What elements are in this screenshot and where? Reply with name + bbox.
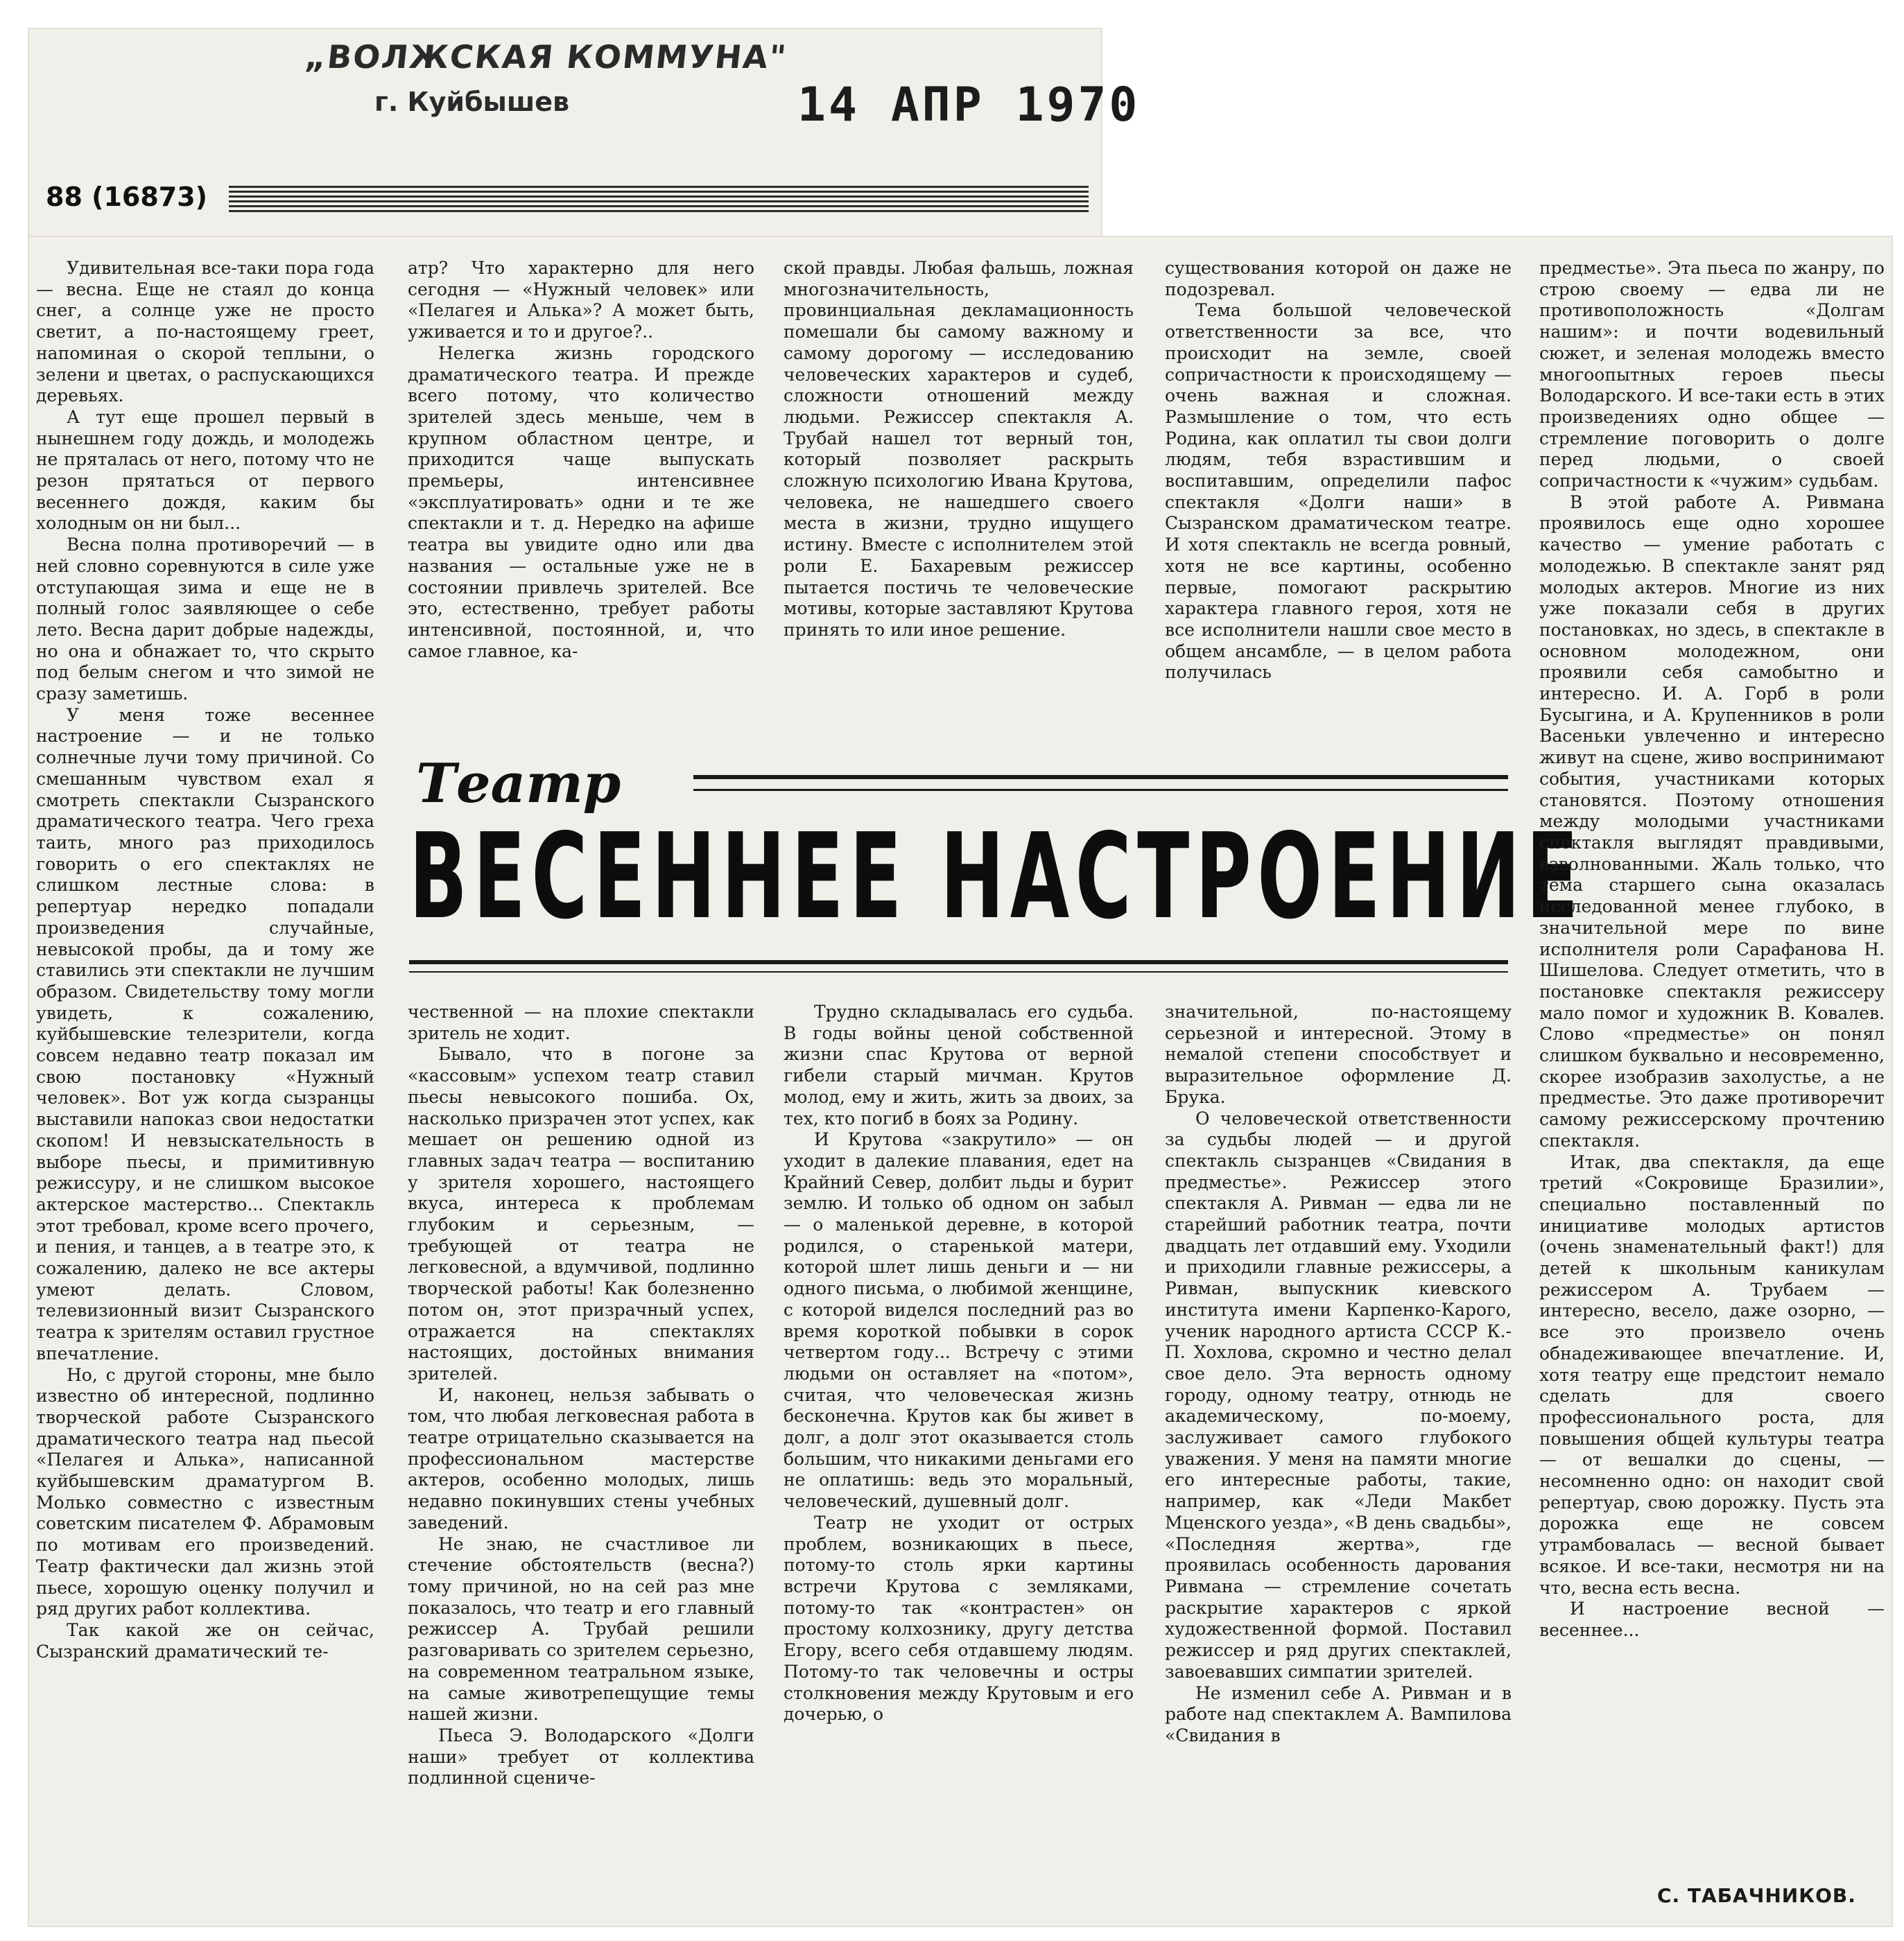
- article-paragraph: О человеческой ответственности за судьбы людей — и другой спектакль сызранцев «Свидания в предместье». Режиссер этого спектакля А. Ривман — едва ли не старейший работник театра, почти двадцать лет отдавший ему. Уходили и приходили главные режиссеры, а Ривман, выпускник киевского института имени Карпенко-Карого, ученик народного артиста СССР К.-П. Хохлова, скромно и честно делал свое дело. Эта верность одному городу, одному театру, отнюдь не академическому, по-моему, заслуживает самого глубокого уважения. У меня на памяти многие его интересные работы, такие, например, как «Леди Макбет Мценского уезда», «В день свадьбы», «Последняя жертва», где проявилась особенность дарования Ривмана — стремление сочетать раскрытие характеров с яркой художественной формой. Поставил режиссер и ряд других спектаклей, завоевавших симпатии зрителей.: [1165, 1108, 1512, 1682]
- article-paragraph: ской правды. Любая фальшь, ложная многозначительность, провинциальная декламационность помешали бы самому важному и самому дорогому — исследованию человеческих характеров и судеб, сложности отношений между людьми. Режиссер спектакля А. Трубай нашел тот верный тон, который позволяет раскрыть сложную психологию Ивана Крутова, человека, не нашедшего своего места в жизни, трудно ищущего истину. Вместе с исполнителем этой роли Е. Бахаревым режиссер пытается постичь те человеческие мотивы, которые заставляют Крутова принять то или иное решение.: [784, 258, 1134, 640]
- article-paragraph: предместье». Эта пьеса по жанру, по строю своему — едва ли не противоположность «Долгам нашим»: и почти водевильный сюжет, и зеленая молодежь вместо многоопытных героев пьесы Володарского. И все-таки есть в этих произведениях одно общее — стремление поговорить о долге перед людьми, о своей сопричастности к «чужим» судьбам.: [1539, 258, 1885, 491]
- article-paragraph: Тема большой человеческой ответственности за все, что происходит на земле, своей сопричастности к происходящему — очень важная и сложная. Размышление о том, что есть Родина, как оплатил ты свои долги людям, тебя взрастившим и воспитавшим, определили пафос спектакля «Долги наши» в Сызранском драматическом театре. И хотя спектакль не всегда ровный, хотя не все картины, особенно первые, помогают раскрытию характера главного героя, хотя не все исполнители нашли свое место в общем ансамбле, — в целом работа получилась: [1165, 300, 1512, 683]
- article-paragraph: Пьеса Э. Володарского «Долги наши» требует от коллектива подлинной сцениче-: [408, 1725, 754, 1788]
- article-column-3-top: [784, 258, 1134, 743]
- article-paragraph: Так какой же он сейчас, Сызранский драматический те-: [36, 1620, 374, 1662]
- hatched-rule: [229, 184, 1089, 212]
- article-paragraph: И, наконец, нельзя забывать о том, что любая легковесная работа в театре отрицательно сказывается на профессиональном мастерстве актеров, особенно молодых, лишь недавно покинувших стены учебных заведений.: [408, 1384, 754, 1533]
- article-column-1: [36, 258, 374, 1922]
- article-paragraph: Весна полна противоречий — в ней словно соревнуются в силе уже отступающая зима и еще не в полный голос заявляющее о себе лето. Весна дарит добрые надежды, но она и обнажает то, что скрыто под белым снегом и что зимой не сразу заметишь.: [36, 534, 374, 704]
- headline-rule: [409, 960, 1508, 973]
- article-paragraph: В этой работе А. Ривмана проявилось еще одно хорошее качество — умение работать с молодежью. В спектакле занят ряд молодых актеров. Многие из них уже показали себя в других постановках, но здесь, в спектакле в основном молодежном, они проявили себя самобытно и интересно. И. А. Горб в роли Бусыгина, и А. Крупенников в роли Васеньки увлеченно и интересно живут на сцене, живо воспринимают события, участниками которых становятся. Поэтому отношения между молодыми участниками спектакля выглядят правдивыми, взволнованными. Жаль только, что тема старшего сына оказалась исследованной менее глубоко, в значительной мере по вине исполнителя роли Сарафанова Н. Шишелова. Следует отметить, что в постановке спектакля режиссеру мало помог и художник В. Ковалев. Слово «предместье» он понял слишком буквально и несовременно, скорее изобразив захолустье, а не предместье. Это даже противоречит самому режиссерскому прочтению спектакля.: [1539, 491, 1885, 1151]
- article-paragraph: У меня тоже весеннее настроение — и не только солнечные лучи тому причиной. Со смешанным чувством ехал я смотреть спектакли Сызранского драматического театра. Чего греха таить, много раз приходилось говорить о его спектаклях не слишком лестные слова: в репертуар нередко попадали произведения случайные, невысокой пробы, да и тому же ставились эти спектакли не лучшим образом. Свидетельству тому могли увидеть, к сожалению, куйбышевские телезрители, когда совсем недавно театр показал им свою постановку «Нужный человек». Вот уж когда сызранцы выставили напоказ свои недостатки скопом! И невзыскательность в выборе пьесы, и примитивную режиссуру, и не слишком высокое актерское мастерство... Спектакль этот требовал, кроме всего прочего, и пения, и танцев, а в театре это, к сожалению, далеко не все актеры умеют делать. Словом, телевизионный визит Сызранского театра к зрителям оставил грустное впечатление.: [36, 704, 374, 1364]
- article-column-4-top: [1165, 258, 1512, 743]
- article-column-4-bottom: [1165, 1002, 1512, 1924]
- rubric-label: Театр: [416, 752, 621, 815]
- article-column-3-bottom: [784, 1002, 1134, 1924]
- article-headline: ВЕСЕННЕЕ НАСТРОЕНИЕ: [409, 808, 1584, 946]
- author-byline: С. ТАБАЧНИКОВ.: [1657, 1884, 1856, 1907]
- article-paragraph: чественной — на плохие спектакли зритель не ходит.: [408, 1002, 754, 1043]
- newspaper-city: г. Куйбышев: [374, 87, 570, 117]
- rubric-rule: [693, 775, 1508, 791]
- article-paragraph: Нелегка жизнь городского драматического театра. И прежде всего потому, что количество зрителей здесь меньше, чем в крупном областном центре, и приходится чаще выпускать премьеры, интенсивнее «эксплуатировать» одни и те же спектакли и т. д. Нередко на афише театра вы увидите одно или два названия — остальные уже не в состоянии привлечь зрителей. Все это, естественно, требует работы интенсивной, постоянной, и, что самое главное, ка-: [408, 342, 754, 661]
- article-column-5: [1539, 258, 1885, 1880]
- article-column-2-bottom: [408, 1002, 754, 1924]
- article-paragraph: Трудно складывалась его судьба. В годы войны ценой собственной жизни спас Крутова от верной гибели старый мичман. Крутов молод, ему и жить, жить за двоих, за тех, кто погиб в боях за Родину.: [784, 1002, 1134, 1129]
- article-column-2-top: [408, 258, 754, 743]
- article-paragraph: Удивительная все-таки пора года — весна. Еще не стаял до конца снег, а солнце уже не просто светит, а по-настоящему греет, напоминая о скорой теплыни, о зелени и цветах, о распускающихся деревьях.: [36, 258, 374, 406]
- article-paragraph: существования которой он даже не подозревал.: [1165, 258, 1512, 299]
- article-paragraph: значительной, по-настоящему серьезной и интересной. Этому в немалой степени способствует и выразительное оформление Д. Брука.: [1165, 1002, 1512, 1107]
- newspaper-name: „ВОЛЖСКАЯ КОММУНА": [303, 38, 789, 76]
- article-paragraph: А тут еще прошел первый в нынешнем году дождь, и молодежь не пряталась от него, потому что не резон прятаться от первого весеннего дождя, каким бы холодным он ни был...: [36, 406, 374, 534]
- date-stamp: 14 АПР 1970: [797, 78, 1141, 132]
- article-paragraph: атр? Что характерно для него сегодня — «Нужный человек» или «Пелагея и Алька»? А может быть, уживается и то и другое?..: [408, 258, 754, 342]
- article-paragraph: И Крутова «закрутило» — он уходит в далекие плавания, едет на Крайний Север, долбит льды и бурит землю. И только об одном он забыл — о маленькой деревне, в которой родился, о старенькой матери, которой шлет лишь деньги и — ни одного письма, о любимой женщине, с которой виделся последний раз во время короткой побывки в сорок четвертом году... Встречу с этими людьми он оставляет на «потом», считая, что человеческая жизнь бесконечна. Крутов как бы живет в долг, а долг этот оказывается столь большим, что никакими деньгами его не оплатишь: ведь это моральный, человеческий, душевный долг.: [784, 1129, 1134, 1512]
- article-paragraph: Итак, два спектакля, да еще третий «Сокровище Бразилии», специально поставленный по инициативе молодых артистов (очень знаменательный факт!) для детей к школьным каникулам режиссером А. Трубаем — интересно, весело, даже озорно, — все это произвело очень обнадеживающее впечатление. И, хотя театру еще предстоит немало сделать для своего профессионального роста, для повышения общей культуры театра — от вешалки до сцены, — несомненно одно: он находит свой репертуар, свою дорожку. Пусть эта дорожка еще не совсем утрамбовалась — весной бывает всякое. И все-таки, несмотря ни на что, весна есть весна.: [1539, 1151, 1885, 1598]
- article-paragraph: Театр не уходит от острых проблем, возникающих в пьесе, потому-то столь ярки картины встречи Крутова с земляками, потому-то так «контрастен» он простому колхознику, другу детства Егору, всего себя отдавшему людям. Потому-то так человечны и остры столкновения между Крутовым и его дочерью, о: [784, 1512, 1134, 1725]
- issue-number: 88 (16873): [46, 182, 208, 212]
- article-paragraph: Не знаю, не счастливое ли стечение обстоятельств (весна?) тому причиной, но на сей раз мне показалось, что театр и его главный режиссер А. Трубай решили разговаривать со зрителем серьезно, на современном театральном языке, на самые животрепещущие темы нашей жизни.: [408, 1533, 754, 1725]
- article-paragraph: Но, с другой стороны, мне было известно об интересной, подлинно творческой работе Сызранского драматического театра над пьесой «Пелагея и Алька», написанной куйбышевским драматургом В. Молько совместно с известным советским писателем Ф. Абрамовым по мотивам его произведений. Театр фактически дал жизнь этой пьесе, хорошую оценку получил и ряд других работ коллектива.: [36, 1364, 374, 1619]
- article-paragraph: Бывало, что в погоне за «кассовым» успехом театр ставил пьесы невысокого пошиба. Ох, насколько призрачен этот успех, как мешает он решению одной из главных задач театра — воспитанию у зрителя хорошего, настоящего вкуса, интереса к проблемам глубоким и серьезным, — требующей от театра не легковесной, а вдумчивой, подлинно творческой работы! Как болезненно потом он, этот призрачный успех, отражается на спектаклях настоящих, достойных внимания зрителей.: [408, 1044, 754, 1384]
- article-paragraph: И настроение весной — весеннее...: [1539, 1599, 1885, 1640]
- article-paragraph: Не изменил себе А. Ривман и в работе над спектаклем А. Вампилова «Свидания в: [1165, 1682, 1512, 1746]
